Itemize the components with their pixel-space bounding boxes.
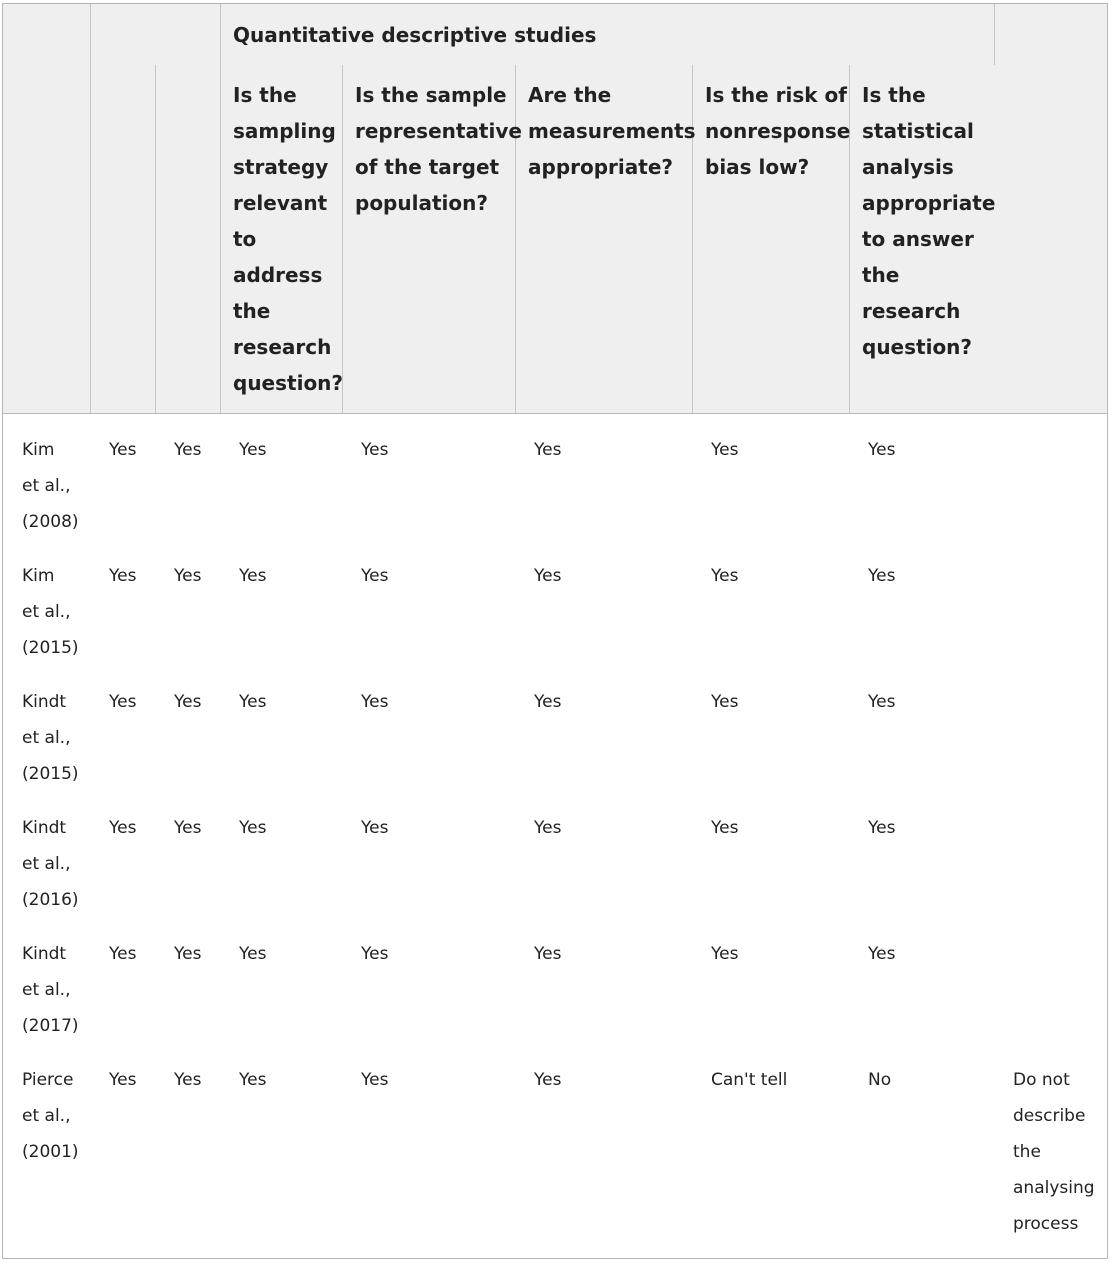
answer-cell: Yes: [711, 566, 739, 586]
answer-cell: Yes: [239, 818, 267, 838]
question-header-line: address: [233, 263, 323, 287]
table-header: [3, 4, 1107, 414]
column-divider: [155, 65, 156, 413]
question-header-line: research: [233, 335, 332, 359]
study-cell-line: Kindt: [22, 692, 67, 712]
answer-cell: Yes: [109, 566, 137, 586]
question-header-line: the: [862, 263, 900, 287]
answer-cell: Yes: [534, 818, 562, 838]
answer-cell: Yes: [868, 818, 896, 838]
question-header-line: the: [233, 299, 271, 323]
comment-cell-line: Do not: [1013, 1070, 1070, 1090]
answer-cell: Yes: [239, 1070, 267, 1090]
answer-cell: Yes: [534, 440, 562, 460]
question-header-line: analysis: [862, 155, 954, 179]
answer-cell: Yes: [361, 944, 389, 964]
answer-cell: Yes: [534, 944, 562, 964]
answer-cell: Yes: [174, 944, 202, 964]
question-header-line: nonresponse: [705, 119, 851, 143]
study-cell-line: et al.,: [22, 1106, 71, 1126]
answer-cell: Can't tell: [711, 1070, 788, 1090]
answer-cell: Yes: [361, 818, 389, 838]
answer-cell: Yes: [109, 944, 137, 964]
study-cell-line: Pierce: [22, 1070, 74, 1090]
appraisal-table: [2, 3, 1108, 1259]
study-cell-line: Kim: [22, 566, 55, 586]
column-divider: [342, 65, 343, 413]
column-divider: [994, 4, 995, 65]
answer-cell: Yes: [534, 692, 562, 712]
study-cell-line: Kim: [22, 440, 55, 460]
answer-cell: Yes: [239, 566, 267, 586]
answer-cell: Yes: [868, 566, 896, 586]
question-header-line: question?: [233, 371, 344, 395]
question-header-line: representative: [355, 119, 522, 143]
comment-cell-line: analysing: [1013, 1178, 1095, 1198]
question-header-line: to answer: [862, 227, 974, 251]
question-header-line: sampling: [233, 119, 336, 143]
answer-cell: Yes: [361, 1070, 389, 1090]
column-divider: [220, 4, 221, 413]
answer-cell: Yes: [109, 692, 137, 712]
answer-cell: Yes: [174, 1070, 202, 1090]
study-cell-line: (2015): [22, 764, 79, 784]
question-header-line: appropriate?: [528, 155, 673, 179]
answer-cell: Yes: [174, 818, 202, 838]
answer-cell: Yes: [868, 944, 896, 964]
question-header-line: population?: [355, 191, 488, 215]
study-cell-line: et al.,: [22, 602, 71, 622]
answer-cell: Yes: [534, 566, 562, 586]
question-header-line: Is the risk of: [705, 83, 847, 107]
question-header-line: bias low?: [705, 155, 810, 179]
comment-cell-line: describe: [1013, 1106, 1086, 1126]
column-divider: [90, 4, 91, 413]
question-header-line: of the target: [355, 155, 500, 179]
answer-cell: Yes: [109, 1070, 137, 1090]
question-header-line: research: [862, 299, 961, 323]
comment-cell-line: the: [1013, 1142, 1041, 1162]
study-cell-line: (2016): [22, 890, 79, 910]
answer-cell: Yes: [174, 566, 202, 586]
study-cell-line: (2008): [22, 512, 79, 532]
study-cell-line: et al.,: [22, 854, 71, 874]
answer-cell: Yes: [711, 944, 739, 964]
study-cell-line: (2015): [22, 638, 79, 658]
answer-cell: Yes: [361, 566, 389, 586]
answer-cell: Yes: [534, 1070, 562, 1090]
answer-cell: Yes: [711, 818, 739, 838]
answer-cell: Yes: [361, 440, 389, 460]
group-header-title: Quantitative descriptive studies: [233, 23, 597, 47]
study-cell-line: (2017): [22, 1016, 79, 1036]
study-cell-line: et al.,: [22, 476, 71, 496]
answer-cell: Yes: [239, 944, 267, 964]
answer-cell: Yes: [361, 692, 389, 712]
answer-cell: Yes: [868, 692, 896, 712]
answer-cell: Yes: [868, 440, 896, 460]
question-header-line: to: [233, 227, 257, 251]
study-cell-line: (2001): [22, 1142, 79, 1162]
question-header-line: Is the: [862, 83, 926, 107]
question-header-line: statistical: [862, 119, 974, 143]
answer-cell: Yes: [174, 692, 202, 712]
study-cell-line: et al.,: [22, 980, 71, 1000]
study-cell-line: Kindt: [22, 944, 67, 964]
answer-cell: Yes: [109, 818, 137, 838]
study-cell-line: et al.,: [22, 728, 71, 748]
question-header-line: relevant: [233, 191, 328, 215]
question-header-line: strategy: [233, 155, 329, 179]
question-header-line: measurements: [528, 119, 696, 143]
question-header-line: question?: [862, 335, 973, 359]
answer-cell: Yes: [239, 692, 267, 712]
question-header-line: Is the sample: [355, 83, 507, 107]
answer-cell: Yes: [174, 440, 202, 460]
question-header-line: Is the: [233, 83, 297, 107]
answer-cell: Yes: [711, 440, 739, 460]
answer-cell: No: [868, 1070, 892, 1090]
answer-cell: Yes: [239, 440, 267, 460]
answer-cell: Yes: [711, 692, 739, 712]
comment-cell-line: process: [1013, 1214, 1079, 1234]
answer-cell: Yes: [109, 440, 137, 460]
question-header-line: appropriate: [862, 191, 996, 215]
question-header-line: Are the: [528, 83, 612, 107]
study-cell-line: Kindt: [22, 818, 67, 838]
